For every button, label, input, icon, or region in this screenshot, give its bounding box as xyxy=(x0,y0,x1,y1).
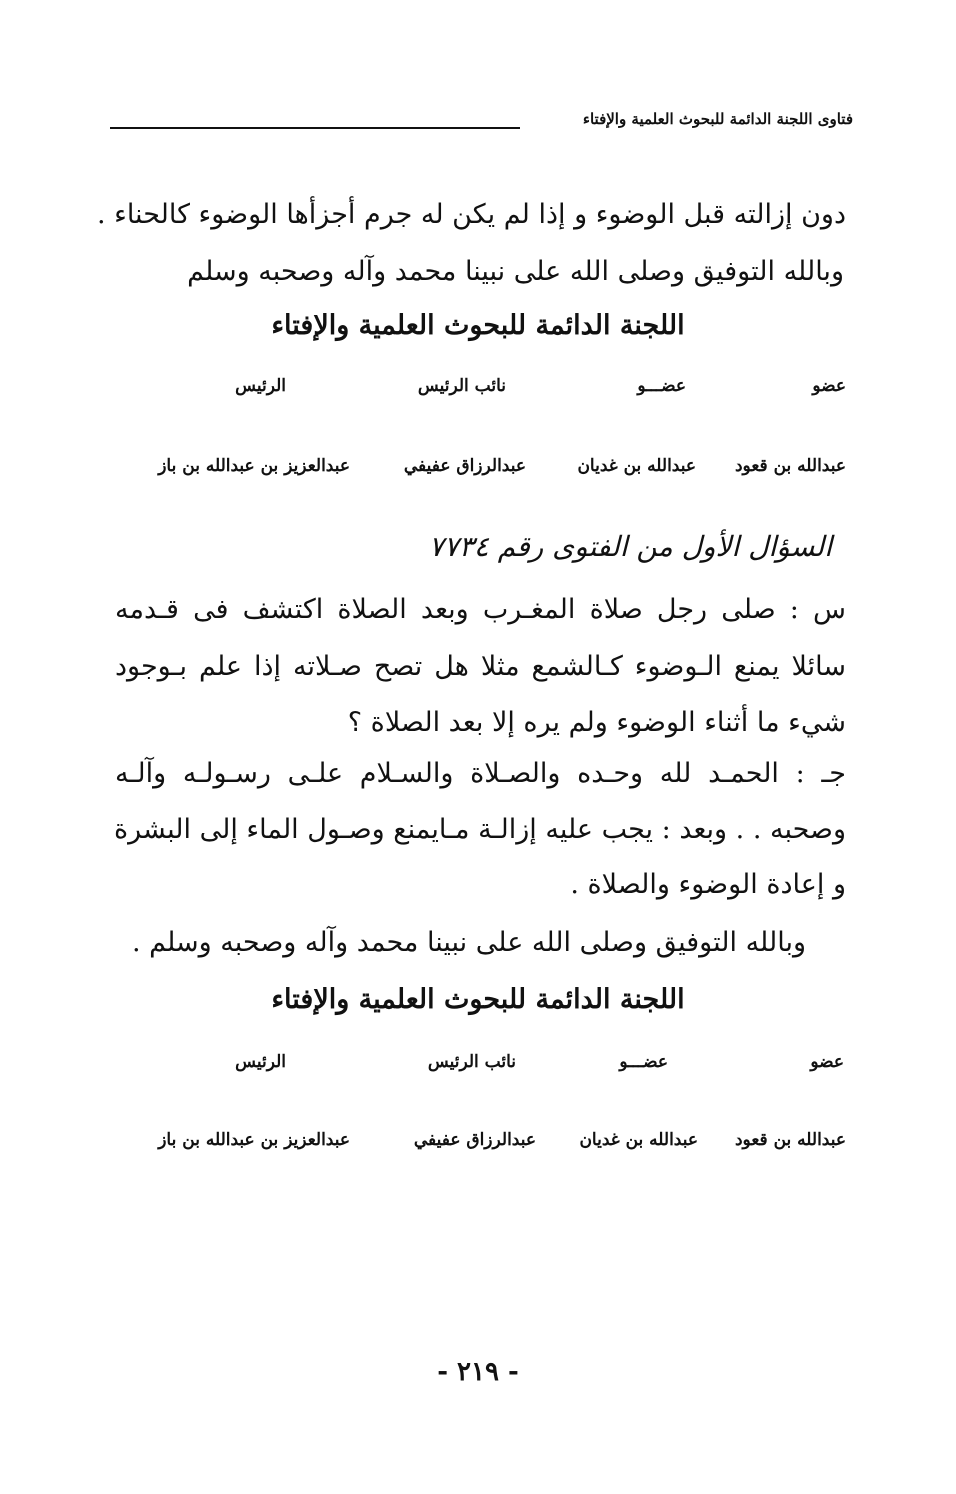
signature-name: عبدالرزاق عفيفي xyxy=(403,456,526,476)
signature-title: عضـــو xyxy=(637,376,686,396)
answer-line: و إعادة الوضوء والصلاة . xyxy=(570,869,846,900)
signature-name: عبدالعزيز بن عبدالله بن باز xyxy=(158,456,350,476)
signature-name: عبدالله بن غديان xyxy=(579,1130,698,1150)
answer-line: جـ : الحمـد لله وحـده والصـلاة والسـلام علـى رسـولـه وآلـه xyxy=(115,758,846,789)
signature-title: الرئيس xyxy=(235,1052,286,1072)
signature-title: الرئيس xyxy=(235,376,286,396)
signature-title: نائب الرئيس xyxy=(417,376,506,396)
signature-name: عبدالرزاق عفيفي xyxy=(413,1130,536,1150)
header-rule xyxy=(110,127,520,129)
page-number: - ٢١٩ - xyxy=(437,1357,519,1387)
closing-formula: وبالله التوفيق وصلى الله على نبينا محمد وآله وصحبه وسلم xyxy=(187,256,844,287)
signature-name: عبدالله بن قعود xyxy=(734,1130,846,1150)
question-line: سائلا يمنع الـوضوء كـالشمع مثلا هل تصح صـلاته إذا علم بـوجود xyxy=(115,651,846,682)
committee-name: اللجنة الدائمة للبحوث العلمية والإفتاء xyxy=(271,310,685,341)
signature-names-row xyxy=(150,456,846,484)
signature-name: عبدالعزيز بن عبدالله بن باز xyxy=(158,1130,350,1150)
signature-title: عضو xyxy=(812,376,846,396)
running-header-title: فتاوى اللجنة الدائمة للبحوث العلمية والإفتاء xyxy=(582,110,853,128)
answer-line: وصحبه . . وبعد : يجب عليه إزالـة مـايمنع وصـول الماء إلى البشرة xyxy=(114,814,846,845)
question-line: س : صلى رجل صلاة المغـرب وبعد الصلاة اكتشف فى قـدمه xyxy=(115,594,846,625)
signature-title: عضـــو xyxy=(619,1052,668,1072)
question-line: شيء ما أثناء الوضوء ولم يره إلا بعد الصلاة ؟ xyxy=(347,707,846,738)
signature-title: نائب الرئيس xyxy=(427,1052,516,1072)
committee-name: اللجنة الدائمة للبحوث العلمية والإفتاء xyxy=(271,984,685,1015)
signature-titles-row xyxy=(130,1052,846,1080)
signature-titles-row xyxy=(130,376,846,404)
fatwa-title: السؤال الأول من الفتوى رقم ٧٧٣٤ xyxy=(428,530,832,563)
signature-name: عبدالله بن قعود xyxy=(734,456,846,476)
signature-title: عضو xyxy=(810,1052,844,1072)
continuation-line: دون إزالته قبل الوضوء و إذا لم يكن له جرم أجزأها الوضوء كالحناء . xyxy=(96,199,846,230)
signature-name: عبدالله بن غديان xyxy=(577,456,696,476)
signature-names-row xyxy=(150,1130,846,1158)
closing-formula: وبالله التوفيق وصلى الله على نبينا محمد وآله وصحبه وسلم . xyxy=(131,927,806,958)
